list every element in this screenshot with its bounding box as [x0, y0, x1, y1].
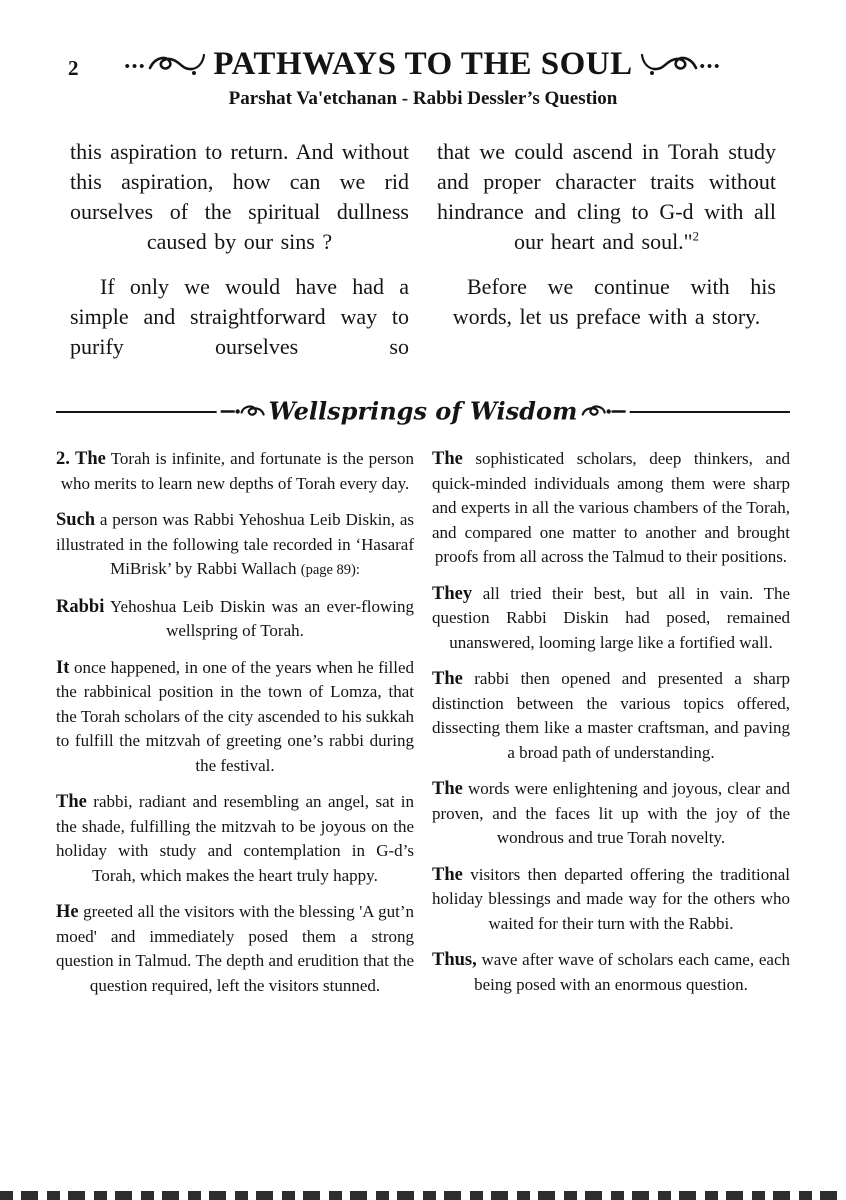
paragraph-text: all tried their best, but all in vain. The question Rabbi Diskin had posed, remained unanswered, looming large like a fortified wall. — [432, 583, 791, 652]
paragraph: If only we would have had a simple and straightforward way to purify ourselves so — [70, 274, 409, 359]
commentary-paragraph — [56, 447, 414, 496]
commentary-paragraph — [432, 777, 790, 851]
flourish-icon — [640, 52, 698, 78]
page-header — [0, 0, 846, 110]
title-row — [0, 46, 846, 83]
paragraph-text: a person was Rabbi Yehoshua Leib Diskin, as illustrated in the following tale recorded in ‘Hasaraf MiBrisk’ by Rabbi Wallach — [56, 510, 415, 578]
paragraph-text: visitors then departed offering the traditional holiday blessings and made way for the others who waited for their turn with the Rabbi. — [432, 864, 790, 933]
flourish-icon — [581, 403, 625, 419]
paragraph-lead: They — [432, 583, 473, 604]
page-reference: (page 89): — [300, 562, 360, 578]
dots-ornament: ••• — [124, 59, 147, 75]
paragraph-text: greeted all the visitors with the blessing 'A gut’n moed' and immediately posed them a strong question in Talmud. The depth and erudition that the question required, left the visitors stunned. — [56, 902, 415, 995]
paragraph: this aspiration to return. And without this aspiration, how can we rid ourselves of the spiritual dullness caused by our sins ? — [70, 139, 409, 254]
paragraph-text: Torah is infinite, and fortunate is the person who merits to learn new depths of Torah every day. — [60, 449, 414, 493]
commentary-section — [0, 447, 846, 998]
paragraph: Before we continue with his words, let us preface with a story. — [452, 274, 776, 329]
flourish-icon — [221, 403, 265, 419]
commentary-paragraph — [432, 948, 790, 997]
paragraph-text: rabbi, radiant and resembling an angel, sat in the shade, fulfilling the mitzvah to be joyous on the holiday with study and contemplation in G-d’s Torah, which makes the heart truly happy. — [56, 792, 414, 885]
main-text-section — [0, 137, 846, 362]
paragraph-lead: The — [432, 864, 463, 885]
page-subtitle: Parshat Va'etchanan - Rabbi Dessler’s Question — [228, 88, 618, 109]
paragraph-lead: It — [56, 657, 70, 678]
paragraph-lead: He — [56, 902, 79, 922]
paragraph-lead: The — [56, 792, 87, 812]
commentary-paragraph — [432, 667, 790, 765]
paragraph-text: rabbi then opened and presented a sharp distinction between the various topics offered, dissecting them like a master craftsman, and paving a broad path of understanding. — [432, 669, 790, 762]
paragraph-lead: Thus, — [432, 950, 477, 970]
divider-title: Wellsprings of Wisdom — [268, 396, 578, 426]
commentary-paragraph — [56, 508, 414, 583]
main-column-right — [437, 137, 776, 362]
paragraph-lead: The — [432, 779, 463, 799]
commentary-column-right — [432, 447, 790, 998]
commentary-paragraph — [432, 447, 790, 570]
paragraph-text: words were enlightening and joyous, clear and proven, and the faces lit up with the joy of the wondrous and true Torah novelty. — [432, 779, 790, 847]
left-flourish — [125, 52, 207, 78]
divider-label — [217, 397, 630, 426]
paragraph-text: sophisticated scholars, deep thinkers, and quick-minded individuals among them were sharp and experts in all the various chambers of the Torah, and compared one matter to another and brought proofs from all across the Talmud to their positions. — [432, 449, 791, 566]
commentary-paragraph — [432, 863, 790, 937]
flourish-icon — [148, 52, 206, 78]
commentary-paragraph — [56, 595, 414, 644]
paragraph-lead: The — [432, 449, 463, 469]
commentary-column-left — [56, 447, 414, 998]
section-divider — [56, 392, 790, 430]
paragraph-lead: The — [432, 669, 463, 689]
page-number: 2 — [68, 56, 79, 80]
paragraph-text: Yehoshua Leib Diskin was an ever-flowing wellspring of Torah. — [109, 596, 414, 640]
footnote-reference: 2 — [692, 229, 700, 244]
paragraph-text: wave after wave of scholars each came, each being posed with an enormous question. — [474, 950, 790, 994]
paragraph-text: that we could ascend in Torah study and proper character traits without hindrance and cling to G-d with all our heart and soul." — [437, 139, 776, 254]
page-title: PATHWAYS TO THE SOUL — [213, 46, 633, 82]
dots-ornament: ••• — [699, 59, 722, 75]
right-flourish — [640, 52, 722, 78]
commentary-paragraph — [56, 900, 414, 998]
cutoff-text-strip — [0, 1191, 846, 1200]
commentary-paragraph — [432, 582, 790, 656]
paragraph-text: once happened, in one of the years when he filled the rabbinical position in the town of Lomza, that the Torah scholars of the city ascended to his sukkah to fulfill the mitzvah of greeting one’s rabbi during the festival. — [56, 657, 415, 775]
commentary-paragraph — [56, 656, 414, 779]
paragraph-lead: Such — [56, 510, 96, 530]
paragraph — [437, 137, 776, 257]
main-column-left — [70, 137, 409, 362]
paragraph-lead: Rabbi — [56, 596, 105, 617]
commentary-paragraph — [56, 790, 414, 888]
paragraph-lead: 2. The — [56, 449, 106, 469]
